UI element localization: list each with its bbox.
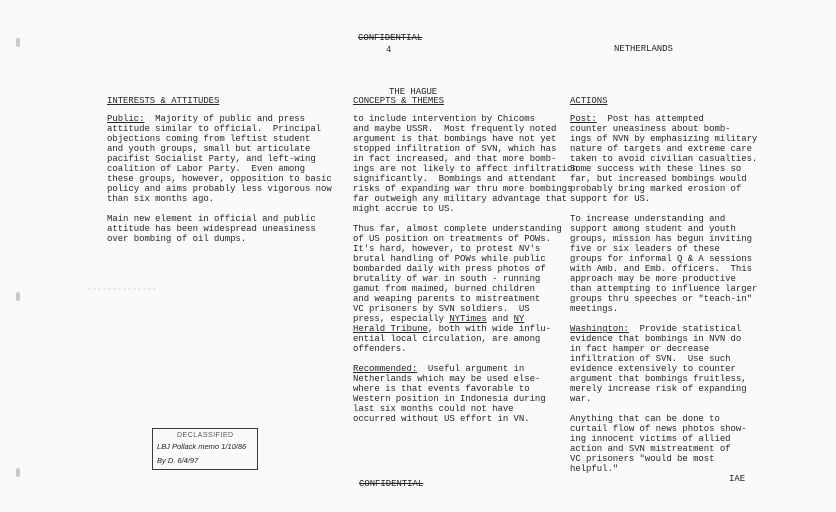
right-para1-line: probably bring marked erosion of	[570, 184, 742, 194]
middle-para2-line: press, especially NYTimes and NY	[353, 314, 525, 324]
right-para4-line: ing innocent victims of allied	[570, 434, 731, 444]
middle-para2-line: bombarded daily with press photos of	[353, 264, 546, 274]
middle-para2-line: brutal handling of POWs while public	[353, 254, 546, 264]
left-para1-line: attitude similar to official. Principal	[107, 124, 322, 134]
right-para2-line: groups thru speeches or "teach-in"	[570, 294, 752, 304]
post-label: Post:	[570, 114, 597, 124]
left-para1-line: and youth groups, small but articulate	[107, 144, 311, 154]
left-para1-line: objections coming from leftist student	[107, 134, 311, 144]
public-label: Public:	[107, 114, 145, 124]
stamp-date: By D. 6/4/97	[157, 456, 199, 465]
declassified-stamp	[152, 428, 258, 470]
right-para1-line: Some success with these lines so	[570, 164, 742, 174]
right-para1-line: counter uneasiness about bomb-	[570, 124, 731, 134]
right-para1-line: nature of targets and extreme care	[570, 144, 752, 154]
stamp-title: DECLASSIFIED	[177, 432, 234, 439]
washington-label: Washington:	[570, 324, 629, 334]
right-para3-line: infiltration of SVN. Use such	[570, 354, 731, 364]
middle-para2-line: ential local circulation, are among	[353, 334, 541, 344]
right-para1-line: far, but increased bombings would	[570, 174, 747, 184]
right-para1-line: ings of NVN by emphasizing military	[570, 134, 758, 144]
right-para1-line: Post: Post has attempted	[570, 114, 704, 124]
concepts-heading: CONCEPTS & THEMES	[353, 96, 444, 106]
right-para2-line: meetings.	[570, 304, 619, 314]
middle-para1-line: ings are not likely to affect infiltration	[353, 164, 578, 174]
city-heading: THE HAGUE	[389, 87, 438, 97]
middle-para2-line: of US position on treatments of POWs.	[353, 234, 551, 244]
classification-top: CONFIDENTIAL	[358, 33, 423, 43]
right-para2-line: approach may be more productive	[570, 274, 736, 284]
right-para4-line: Anything that can be done to	[570, 414, 720, 424]
binder-holes	[16, 0, 20, 512]
middle-para3-line: Netherlands which may be used else-	[353, 374, 541, 384]
left-para2-line: Main new element in official and public	[107, 214, 316, 224]
middle-para1-line: stopped infiltration of SVN, which has	[353, 144, 557, 154]
middle-para1-line: significantly. Bombings and attendant	[353, 174, 557, 184]
right-para4-line: action and SVN mistreatment of	[570, 444, 731, 454]
middle-para2-line: It's hard, however, to protest NV's	[353, 244, 541, 254]
actions-heading: ACTIONS	[570, 96, 608, 106]
right-para2-line: groups, mission has begun inviting	[570, 234, 752, 244]
binder-hole	[16, 292, 20, 301]
right-para2-line: To increase understanding and	[570, 214, 726, 224]
herald-tribune-title: Herald Tribune	[353, 324, 428, 334]
right-para2-line: support among student and youth	[570, 224, 736, 234]
middle-para1-line: and maybe USSR. Most frequently noted	[353, 124, 557, 134]
middle-para1-line: might accrue to US.	[353, 204, 455, 214]
binder-hole	[16, 38, 20, 47]
middle-para3-line: last six months could not have	[353, 404, 514, 414]
middle-para1-line: argument is that bombings have not yet	[353, 134, 557, 144]
middle-para2-line: gamut from maimed, burned children	[353, 284, 535, 294]
ny-title-part: NY	[513, 314, 525, 324]
middle-para1-line: risks of expanding war thru more bombings	[353, 184, 573, 194]
faint-scribble	[88, 288, 158, 290]
right-para3-line: in fact hamper or decrease	[570, 344, 710, 354]
country-heading: NETHERLANDS	[614, 44, 673, 54]
right-para2-line: five or six leaders of these	[570, 244, 720, 254]
recommended-label: Recommended:	[353, 364, 418, 374]
right-para3-line: evidence that bombings in NVN do	[570, 334, 742, 344]
middle-para2-line: offenders.	[353, 344, 407, 354]
binder-hole	[16, 468, 20, 477]
middle-para3-line: where is that events favorable to	[353, 384, 530, 394]
middle-para2-line: Thus far, almost complete understanding	[353, 224, 562, 234]
stamp-authority: LBJ Pollack memo 1/10/86	[157, 442, 247, 451]
left-para1-line: policy and aims probably less vigorous now	[107, 184, 332, 194]
left-para1-line: Public: Majority of public and press	[107, 114, 305, 124]
right-para4-line: helpful."	[570, 464, 619, 474]
middle-para1-line: to include intervention by Chicoms	[353, 114, 535, 124]
right-para3-line: war.	[570, 394, 592, 404]
page-number: 4	[386, 45, 392, 55]
middle-para2-line: brutality of war in south - running	[353, 274, 541, 284]
right-para3-line: Washington: Provide statistical	[570, 324, 742, 334]
middle-para2-line: Herald Tribune, both with wide influ-	[353, 324, 551, 334]
middle-para2-line: and weaping parents to mistreatment	[353, 294, 541, 304]
middle-para1-line: in fact increased, and that more bomb-	[353, 154, 557, 164]
left-para1-line: these groups, however, opposition to basic	[107, 174, 332, 184]
middle-para2-line: VC prisoners by SVN soldiers. US	[353, 304, 530, 314]
left-para1-line: pacifist Socialist Party, and left-wing	[107, 154, 316, 164]
classification-bottom: CONFIDENTIAL	[359, 479, 424, 489]
right-para1-line: taken to avoid civilian casualties.	[570, 154, 758, 164]
nytimes-title: NYTimes	[449, 314, 487, 324]
left-para2-line: over bombing of oil dumps.	[107, 234, 247, 244]
middle-para3-line: Recommended: Useful argument in	[353, 364, 525, 374]
left-para1-line: coalition of Labor Party. Even among	[107, 164, 305, 174]
author-initials: IAE	[729, 474, 746, 484]
right-para4-line: curtail flow of news photos show-	[570, 424, 747, 434]
left-para1-line: than six months ago.	[107, 194, 215, 204]
right-para2-line: groups for informal Q & A sessions	[570, 254, 752, 264]
middle-para3-line: occurred without US effort in VN.	[353, 414, 530, 424]
left-para2-line: attitude has been widespread uneasiness	[107, 224, 316, 234]
middle-para1-line: far outweigh any military advantage that	[353, 194, 568, 204]
right-para2-line: with Amb. and Emb. officers. This	[570, 264, 752, 274]
right-para4-line: VC prisoners "would be most	[570, 454, 715, 464]
right-para1-line: support for US.	[570, 194, 651, 204]
right-para3-line: argument that bombings fruitless,	[570, 374, 747, 384]
right-para3-line: evidence extensively to counter	[570, 364, 736, 374]
right-para2-line: than attempting to influence larger	[570, 284, 758, 294]
right-para3-line: merely increase risk of expanding	[570, 384, 747, 394]
interests-heading: INTERESTS & ATTITUDES	[107, 96, 220, 106]
middle-para3-line: Western position in Indonesia during	[353, 394, 546, 404]
